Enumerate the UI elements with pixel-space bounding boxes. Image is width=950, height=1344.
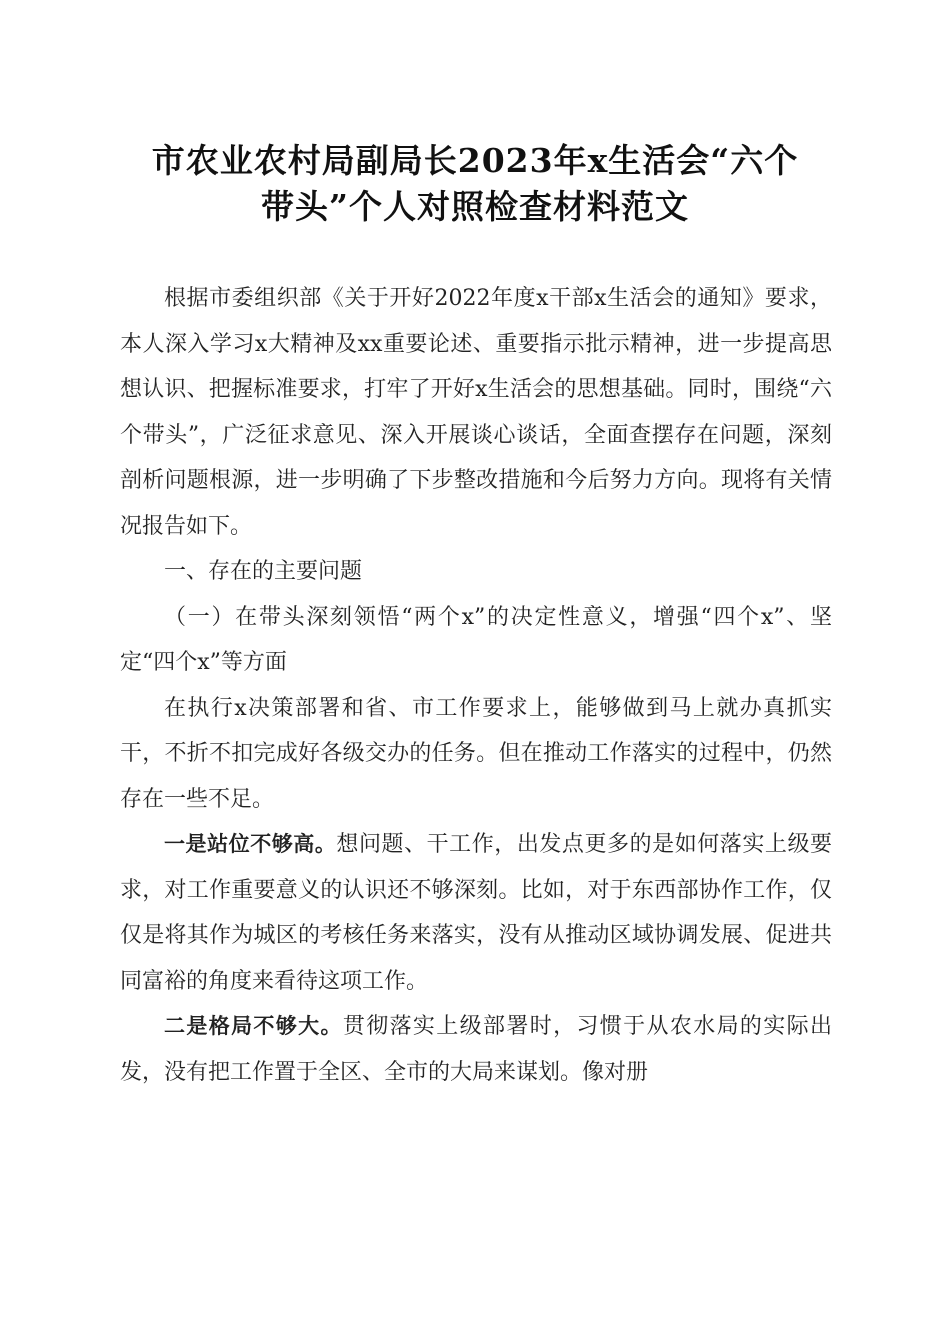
title-line-1: 市农业农村局副局长2023年x生活会“六个 [151,141,799,180]
title-line-2: 带头”个人对照检查材料范文 [261,187,689,226]
section-heading: 一、存在的主要问题 [164,559,363,584]
document-title [110,138,840,230]
subsection-heading: （一）在带头深刻领悟“两个x”的决定性意义，增强“四个x”、坚定“四个x”等方面 [120,604,832,675]
point-2-lead: 二是格局不够大。 [164,1014,343,1038]
point-1-lead: 一是站位不够高。 [164,832,337,856]
point-2-text: 贯彻落实上级部署时，习惯于从农水局的实际出发，没有把工作置于全区、全市的大局来谋划。像对册 [120,1014,832,1085]
point-1-text: 想问题、干工作，出发点更多的是如何落实上级要求，对工作重要意义的认识还不够深刻。比如，对于东西部协作工作，仅仅是将其作为城区的考核任务来落实，没有从推动区域协调发展、促进共同富裕的角度来看待这项工作。 [120,832,832,994]
point-paragraph-2 [120,1004,832,1095]
body-paragraph: 在执行x决策部署和省、市工作要求上，能够做到马上就办真抓实干，不折不扣完成好各级交办的任务。但在推动工作落实的过程中，仍然存在一些不足。 [120,695,832,812]
point-paragraph-1 [120,822,832,1004]
intro-paragraph: 根据市委组织部《关于开好2022年度x干部x生活会的通知》要求，本人深入学习x大精神及xx重要论述、重要指示批示精神，进一步提高思想认识、把握标准要求，打牢了开好x生活会的思想基础。同时，围绕“六个带头”，广泛征求意见、深入开展谈心谈话，全面查摆存在问题，深刻剖析问题根源，进一步明确了下步整改措施和今后努力方向。现将有关情况报告如下。 [120,286,832,539]
document-body [120,276,832,1095]
